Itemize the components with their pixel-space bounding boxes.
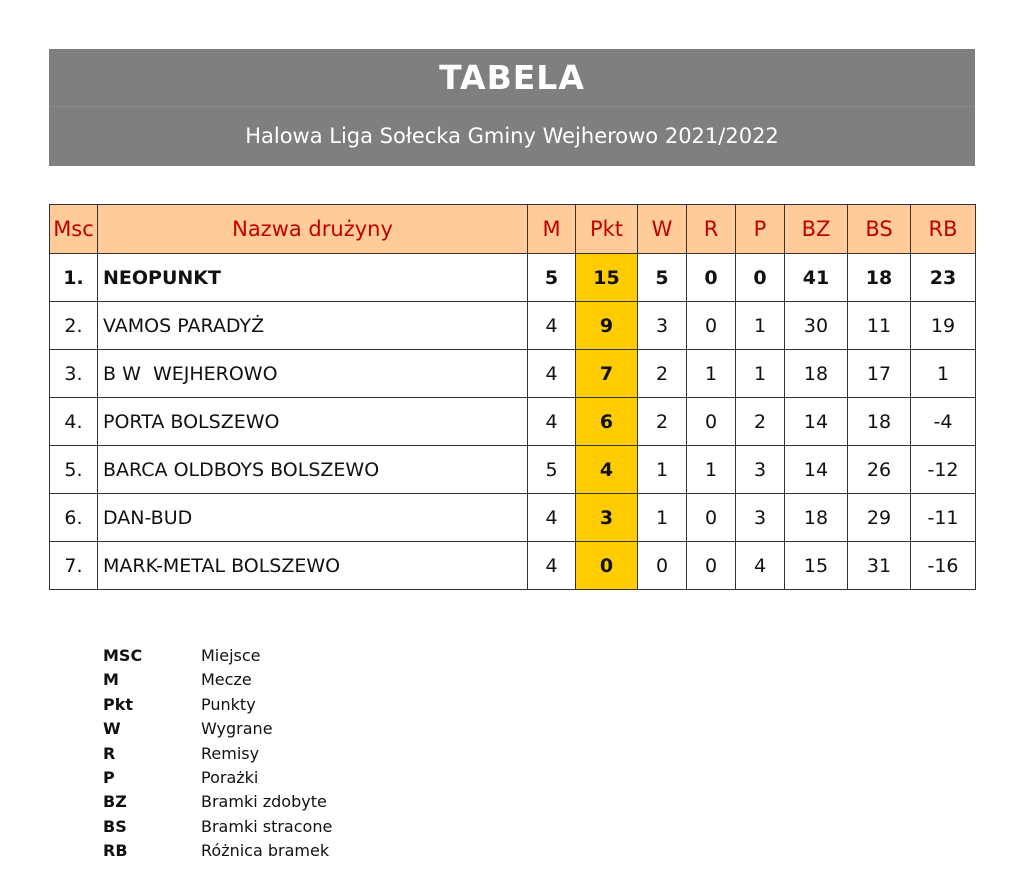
legend-description: Punkty xyxy=(201,694,256,714)
wins-cell: 5 xyxy=(638,254,687,302)
goals-against-cell: 29 xyxy=(848,494,911,542)
team-name-cell: VAMOS PARADYŻ xyxy=(98,302,528,350)
position-cell: 3. xyxy=(50,350,98,398)
legend-item xyxy=(103,668,332,692)
matches-cell: 4 xyxy=(528,350,576,398)
position-cell: 6. xyxy=(50,494,98,542)
team-name-cell: NEOPUNKT xyxy=(98,254,528,302)
goals-against-cell: 31 xyxy=(848,542,911,590)
team-name-cell: B W WEJHEROWO xyxy=(98,350,528,398)
losses-cell: 1 xyxy=(736,302,785,350)
table-header-row xyxy=(50,205,976,254)
legend-item xyxy=(103,815,332,839)
goals-against-cell: 17 xyxy=(848,350,911,398)
matches-cell: 4 xyxy=(528,302,576,350)
wins-cell: 1 xyxy=(638,446,687,494)
legend-description: Bramki stracone xyxy=(201,816,333,836)
goal-difference-cell: 23 xyxy=(911,254,976,302)
goals-for-cell: 18 xyxy=(785,350,848,398)
table-row xyxy=(50,494,976,542)
legend-abbreviation: BS xyxy=(103,816,127,836)
draws-cell: 0 xyxy=(687,302,736,350)
team-name-cell: DAN-BUD xyxy=(98,494,528,542)
table-row xyxy=(50,302,976,350)
table-row xyxy=(50,398,976,446)
legend-abbreviation: M xyxy=(103,670,119,690)
legend-abbreviation: RB xyxy=(103,841,128,861)
goal-difference-cell: -11 xyxy=(911,494,976,542)
goal-difference-cell: 1 xyxy=(911,350,976,398)
column-header-matches: M xyxy=(528,205,576,254)
points-cell: 4 xyxy=(576,446,638,494)
column-header-msc: Msc xyxy=(50,205,98,254)
losses-cell: 3 xyxy=(736,494,785,542)
legend-abbreviation: W xyxy=(103,719,121,739)
legend-abbreviation: Pkt xyxy=(103,694,134,714)
column-header-goals-for: BZ xyxy=(785,205,848,254)
draws-cell: 0 xyxy=(687,494,736,542)
losses-cell: 1 xyxy=(736,350,785,398)
team-name-cell: BARCA OLDBOYS BOLSZEWO xyxy=(98,446,528,494)
matches-cell: 4 xyxy=(528,398,576,446)
losses-cell: 4 xyxy=(736,542,785,590)
points-cell: 9 xyxy=(576,302,638,350)
position-cell: 7. xyxy=(50,542,98,590)
legend-abbreviation: P xyxy=(103,767,115,787)
matches-cell: 5 xyxy=(528,446,576,494)
goals-against-cell: 11 xyxy=(848,302,911,350)
column-header-losses: P xyxy=(736,205,785,254)
wins-cell: 2 xyxy=(638,350,687,398)
standings-table xyxy=(49,204,976,590)
legend-description: Różnica bramek xyxy=(201,841,330,861)
column-header-goal-difference: RB xyxy=(911,205,976,254)
page-subtitle: Halowa Liga Sołecka Gminy Wejherowo 2021/2022 xyxy=(245,124,779,148)
wins-cell: 3 xyxy=(638,302,687,350)
goals-for-cell: 14 xyxy=(785,446,848,494)
table-row xyxy=(50,446,976,494)
points-cell: 15 xyxy=(576,254,638,302)
legend-item xyxy=(103,644,332,668)
goals-against-cell: 18 xyxy=(848,254,911,302)
goal-difference-cell: -16 xyxy=(911,542,976,590)
legend-item xyxy=(103,717,332,741)
legend-description: Wygrane xyxy=(201,719,273,739)
goal-difference-cell: -12 xyxy=(911,446,976,494)
losses-cell: 0 xyxy=(736,254,785,302)
goals-for-cell: 41 xyxy=(785,254,848,302)
goal-difference-cell: 19 xyxy=(911,302,976,350)
legend-description: Bramki zdobyte xyxy=(201,792,327,812)
draws-cell: 0 xyxy=(687,398,736,446)
points-cell: 3 xyxy=(576,494,638,542)
position-cell: 1. xyxy=(50,254,98,302)
legend-abbreviation: BZ xyxy=(103,792,127,812)
table-row xyxy=(50,350,976,398)
team-name-cell: MARK-METAL BOLSZEWO xyxy=(98,542,528,590)
goals-against-cell: 18 xyxy=(848,398,911,446)
matches-cell: 4 xyxy=(528,494,576,542)
legend-description: Mecze xyxy=(201,670,252,690)
position-cell: 4. xyxy=(50,398,98,446)
points-cell: 7 xyxy=(576,350,638,398)
position-cell: 2. xyxy=(50,302,98,350)
goals-for-cell: 14 xyxy=(785,398,848,446)
matches-cell: 5 xyxy=(528,254,576,302)
legend-description: Miejsce xyxy=(201,646,261,665)
column-header-team-name: Nazwa drużyny xyxy=(98,205,528,254)
legend-item xyxy=(103,766,332,790)
legend-abbreviation: R xyxy=(103,743,116,763)
matches-cell: 4 xyxy=(528,542,576,590)
draws-cell: 1 xyxy=(687,446,736,494)
goal-difference-cell: -4 xyxy=(911,398,976,446)
goals-against-cell: 26 xyxy=(848,446,911,494)
page-title: TABELA xyxy=(49,49,975,107)
column-header-goals-against: BS xyxy=(848,205,911,254)
table-row xyxy=(50,254,976,302)
position-cell: 5. xyxy=(50,446,98,494)
legend-item xyxy=(103,839,332,863)
column-header-wins: W xyxy=(638,205,687,254)
abbreviation-legend xyxy=(103,644,332,864)
title-banner xyxy=(49,49,975,166)
team-name-cell: PORTA BOLSZEWO xyxy=(98,398,528,446)
losses-cell: 3 xyxy=(736,446,785,494)
points-cell: 0 xyxy=(576,542,638,590)
table-row xyxy=(50,542,976,590)
wins-cell: 2 xyxy=(638,398,687,446)
draws-cell: 0 xyxy=(687,254,736,302)
legend-description: Porażki xyxy=(201,767,259,787)
wins-cell: 0 xyxy=(638,542,687,590)
goals-for-cell: 18 xyxy=(785,494,848,542)
legend-description: Remisy xyxy=(201,743,260,763)
legend-item xyxy=(103,742,332,766)
column-header-draws: R xyxy=(687,205,736,254)
legend-item xyxy=(103,693,332,717)
draws-cell: 0 xyxy=(687,542,736,590)
goals-for-cell: 30 xyxy=(785,302,848,350)
legend-abbreviation: MSC xyxy=(103,646,143,665)
points-cell: 6 xyxy=(576,398,638,446)
column-header-points: Pkt xyxy=(576,205,638,254)
draws-cell: 1 xyxy=(687,350,736,398)
wins-cell: 1 xyxy=(638,494,687,542)
goals-for-cell: 15 xyxy=(785,542,848,590)
legend-item xyxy=(103,790,332,814)
losses-cell: 2 xyxy=(736,398,785,446)
